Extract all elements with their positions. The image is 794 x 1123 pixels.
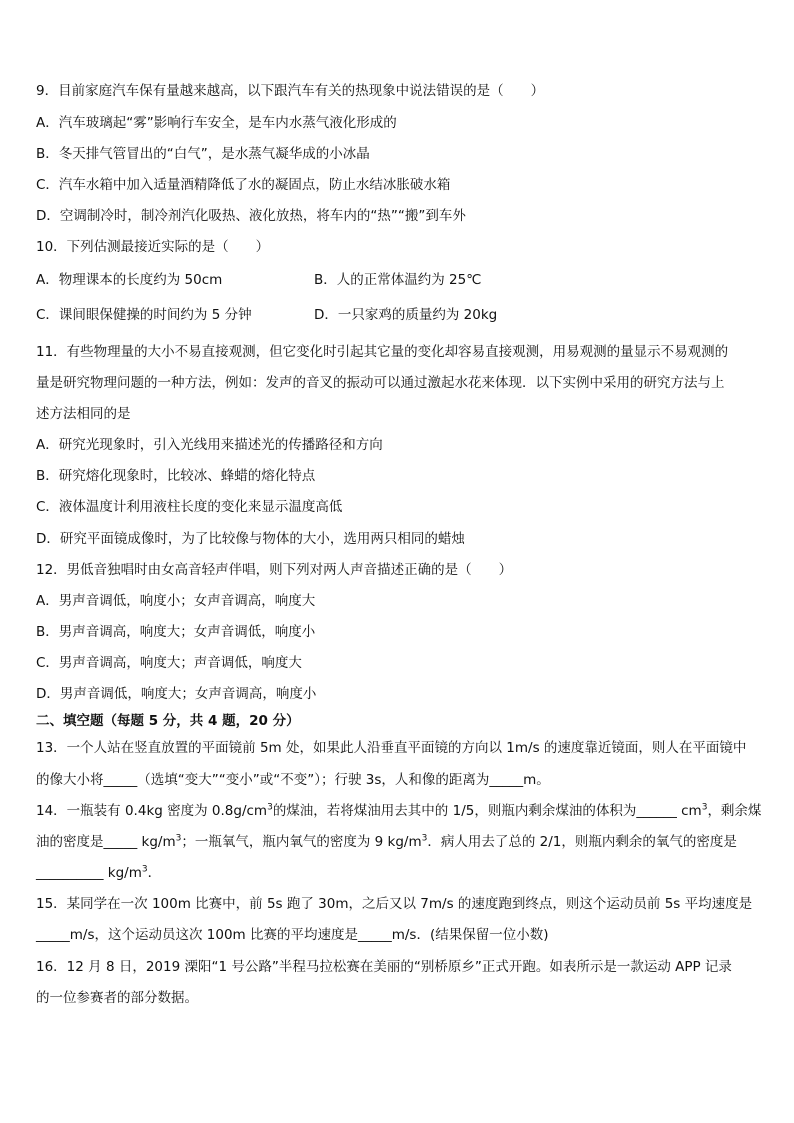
question-12-option-b: B．男声音调高，响度大；女声音调低，响度小 — [36, 624, 316, 640]
question-10-option-b: B．人的正常体温约为 25℃ — [314, 272, 482, 288]
question-11-stem-line-1: 11．有些物理量的大小不易直接观测，但它变化时引起其它量的变化却容易直接观测，用易观测的量显示不易观测的 — [36, 344, 729, 360]
question-10-option-d: D．一只家鸡的质量约为 20kg — [314, 307, 498, 323]
question-15-line-2: _____m/s，这个运动员这次 100m 比赛的平均速度是_____m/s．(结果保留一位小数) — [36, 927, 549, 943]
question-11-stem-line-3: 述方法相同的是 — [36, 406, 131, 422]
question-15-line-1: 15．某同学在一次 100m 比赛中，前 5s 跑了 30m，之后又以 7m/s 的速度跑到终点，则这个运动员前 5s 平均速度是 — [36, 896, 753, 912]
question-12-option-d: D．男声音调低，响度大；女声音调高，响度小 — [36, 686, 317, 702]
question-11-option-a: A．研究光现象时，引入光线用来描述光的传播路径和方向 — [36, 437, 383, 453]
question-10-option-c: C．课间眼保健操的时间约为 5 分钟 — [36, 307, 252, 323]
question-10-stem: 10．下列估测最接近实际的是（ ） — [36, 239, 270, 255]
question-16-line-2: 的一位参赛者的部分数据。 — [36, 990, 198, 1006]
question-9-option-a: A．汽车玻璃起“雾”影响行车安全，是车内水蒸气液化形成的 — [36, 115, 397, 131]
question-16-line-1: 16．12 月 8 日，2019 溧阳“1 号公路”半程马拉松赛在美丽的“别桥原乡”正式开跑。如表所示是一款运动 APP 记录 — [36, 959, 732, 975]
question-11-stem-line-2: 量是研究物理问题的一种方法，例如：发声的音叉的振动可以通过激起水花来体现．以下实例中采用的研究方法与上 — [36, 375, 725, 391]
question-12-stem: 12．男低音独唱时由女高音轻声伴唱，则下列对两人声音描述正确的是（ ） — [36, 562, 513, 578]
question-13-line-2: 的像大小将_____（选填“变大”“变小”或“不变”）；行驶 3s，人和像的距离为_____m。 — [36, 772, 550, 788]
question-9-option-c: C．汽车水箱中加入适量酒精降低了水的凝固点，防止水结冰胀破水箱 — [36, 177, 451, 193]
section-fill-in-title: 二、填空题（每题 5 分，共 4 题，20 分） — [36, 713, 300, 729]
question-11-option-c: C．液体温度计利用液柱长度的变化来显示温度高低 — [36, 499, 343, 515]
question-9-option-b: B．冬天排气管冒出的“白气”，是水蒸气凝华成的小冰晶 — [36, 146, 370, 162]
question-14-line-3: __________ $kg/m^3$． — [36, 864, 162, 881]
question-12-option-c: C．男声音调高，响度大；声音调低，响度大 — [36, 655, 302, 671]
question-9-option-d: D．空调制冷时，制冷剂汽化吸热、液化放热，将车内的“热”“搬”到车外 — [36, 208, 466, 224]
question-9-stem: 9．目前家庭汽车保有量越来越高，以下跟汽车有关的热现象中说法错误的是（ ） — [36, 83, 545, 99]
question-14-line-1: 14．一瓶装有 0.4kg 密度为 $0.8g/cm^3$的煤油，若将煤油用去其中的 1/5，则瓶内剩余煤油的体积为______ $cm^3$，剩余煤 — [36, 802, 762, 819]
question-11-option-d: D．研究平面镜成像时，为了比较像与物体的大小，选用两只相同的蜡烛 — [36, 531, 465, 547]
question-13-line-1: 13．一个人站在竖直放置的平面镜前 5m 处，如果此人沿垂直平面镜的方向以 1m/s 的速度靠近镜面，则人在平面镜中 — [36, 740, 747, 756]
question-12-option-a: A．男声音调低，响度小；女声音调高，响度大 — [36, 593, 316, 609]
question-10-option-a: A．物理课本的长度约为 50cm — [36, 272, 223, 288]
question-11-option-b: B．研究熔化现象时，比较冰、蜂蜡的熔化特点 — [36, 468, 316, 484]
question-14-line-2: 油的密度是_____ $kg/m^3$；一瓶氧气，瓶内氧气的密度为 9 $kg/m^3$．病人用去了总的 2/1，则瓶内剩余的氧气的密度是 — [36, 833, 737, 850]
